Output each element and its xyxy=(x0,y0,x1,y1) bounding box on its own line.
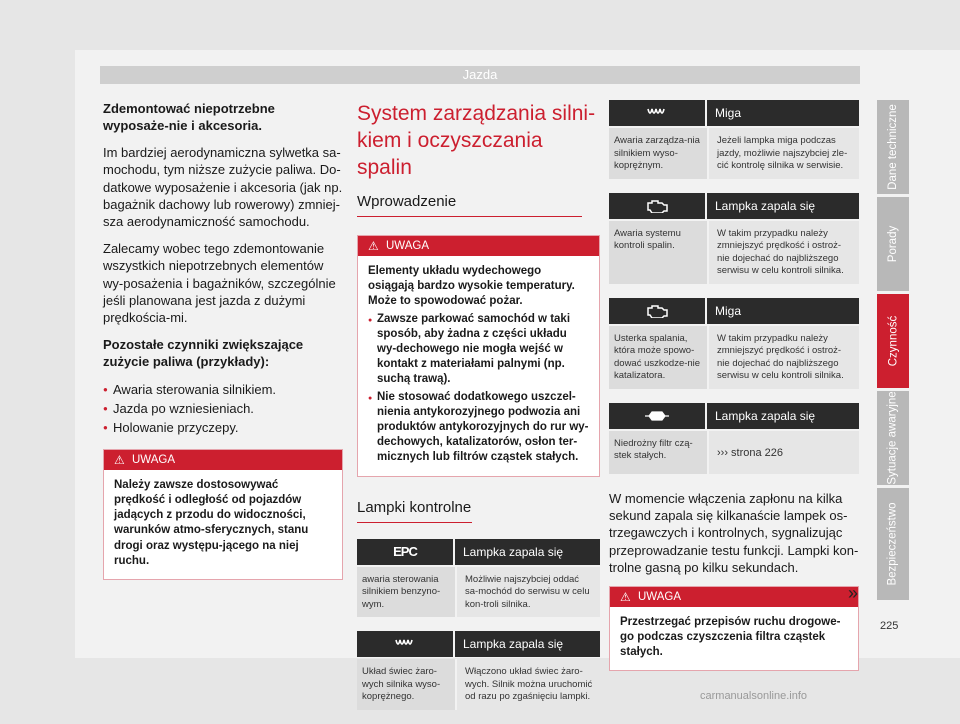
epc-icon: EPC xyxy=(357,539,453,565)
lamp-status: Lampka zapala się xyxy=(455,539,600,565)
column-1 xyxy=(103,100,343,580)
lamp-status: Lampka zapala się xyxy=(707,403,859,429)
warning-box xyxy=(357,235,600,477)
engine-icon xyxy=(609,193,705,219)
lamp-table xyxy=(357,631,600,710)
particle-filter-icon xyxy=(609,403,705,429)
lamp-table xyxy=(609,100,859,179)
warning-item: ● Zawsze parkować samochód w taki sposób, aby żadna z części układu wy-dechowego nie mogła wejść w kontakt z materiałami palnymi (np. suchą trawą). xyxy=(368,312,589,388)
warning-header xyxy=(358,236,599,256)
lamp-table xyxy=(609,403,859,474)
lamp-cause: Niedrożny filtr czą-stek stałych. xyxy=(614,437,693,461)
warning-intro: Elementy układu wydechowego osiągają bardzo wysokie temperatury. Może to spowodować pożar. xyxy=(368,265,575,308)
lamp-action: Włączono układ świec żaro-wych. Silnik można uruchomić od razu po zgaśnięciu lampki. xyxy=(455,659,600,710)
warning-body xyxy=(358,256,599,476)
warning-text: Przestrzegać przepisów ruchu drogowe-go podczas czyszczenia filtra cząstek stałych. xyxy=(620,615,841,658)
lamp-status: Lampka zapala się xyxy=(455,631,600,657)
tab-bezpieczenstwo[interactable]: Bezpieczeństwo xyxy=(877,488,909,600)
lamp-table xyxy=(357,539,600,618)
warning-icon: ⚠ xyxy=(620,589,631,604)
engine-icon xyxy=(609,298,705,324)
lamp-action: W takim przypadku należy zmniejszyć prędkość i ostroż-nie dojechać do najbliższego serwisu w celu kontroli silnika. xyxy=(707,326,859,389)
warning-icon: ⚠ xyxy=(114,452,125,467)
lamp-cause: awaria sterowania silnikiem benzyno-wym. xyxy=(362,573,441,610)
warning-label: UWAGA xyxy=(386,240,430,252)
page-number: 225 xyxy=(880,620,899,632)
subsection-title-lamps: Lampki kontrolne xyxy=(357,499,472,523)
heading-other-factors: Pozostałe czynniki zwiększające zużycie paliwa (przykłady): xyxy=(103,336,304,370)
subsection-title: Wprowadzenie xyxy=(357,193,582,217)
list-item: ● Holowanie przyczepy. xyxy=(103,418,343,437)
lamp-status: Lampka zapala się xyxy=(707,193,859,219)
watermark: carmanualsonline.info xyxy=(700,690,808,702)
lamp-cause: Układ świec żaro-wych silnika wyso-koprężnego. xyxy=(362,666,441,703)
lamp-status: Miga xyxy=(707,100,859,126)
column-2 xyxy=(357,100,600,724)
heading-remove-accessories: Zdemontować niepotrzebne wyposaże-nie i akcesoria. xyxy=(103,101,275,134)
page-header: Jazda xyxy=(100,66,860,84)
chapter-sidebar xyxy=(877,100,909,603)
factors-list xyxy=(103,380,343,437)
lamp-action: Jeżeli lampka miga podczas jazdy, możliwie najszybciej zle-cić kontrolę silnika w serwisie. xyxy=(707,128,859,179)
paragraph-lamp-test: W momencie włączenia zapłonu na kilka sekund zapala się kilkanaście lampek os-trzegawczych i kontrolnych, sygnalizując przeprowadzanie testu funkcji. Lampki kon-trolne gasną po kilku sekundach. xyxy=(609,490,859,576)
list-item: ● Jazda po wzniesieniach. xyxy=(103,399,343,418)
warning-box xyxy=(609,586,859,672)
lamp-action: W takim przypadku należy zmniejszyć prędkość i ostroż-nie dojechać do najbliższego serwisu w celu kontroli silnika. xyxy=(707,221,859,284)
tab-czynnosc[interactable]: Czynność xyxy=(877,294,909,388)
warning-header xyxy=(104,450,342,470)
tab-dane-techniczne[interactable]: Dane techniczne xyxy=(877,100,909,194)
continue-arrow-icon: » xyxy=(848,583,859,603)
paragraph-recommendation: Zalecamy wobec tego zdemontowanie wszystkich niepotrzebnych elementów wy-posażenia i bagażników, szczególnie jeśli planowana jest jazda z dużymi prędkościa-mi. xyxy=(103,240,336,326)
warning-box xyxy=(103,449,343,580)
lamp-table xyxy=(609,193,859,284)
tab-sytuacje-awaryjne[interactable]: Sytuacje awaryjne xyxy=(877,391,909,485)
lamp-cause: Awaria zarządza-nia silnikiem wyso-koprężnym. xyxy=(614,135,700,171)
warning-icon: ⚠ xyxy=(368,239,379,253)
list-item: ● Awaria sterowania silnikiem. xyxy=(103,380,343,399)
lamp-cause: Awaria systemu kontroli spalin. xyxy=(614,227,681,251)
warning-label: UWAGA xyxy=(638,590,682,603)
lamp-table xyxy=(609,298,859,389)
page-reference-link[interactable]: ››› strona 226 xyxy=(707,431,859,474)
glow-plug-icon xyxy=(357,631,453,657)
column-3 xyxy=(609,100,859,671)
glow-plug-icon xyxy=(609,100,705,126)
warning-item: ● Nie stosować dodatkowego uszczel-nienia antykorozyjnego podwozia ani produktów antykorozyjnych do rur wy-dechowych, katalizatorów, osłon ter-micznych lub filtrów cząstek stałych. xyxy=(368,390,589,466)
lamp-status: Miga xyxy=(707,298,859,324)
warning-header xyxy=(610,587,858,607)
section-title: System zarządzania silni-kiem i oczyszczania spalin xyxy=(357,102,596,179)
lamp-cause: Usterka spalania, która może spowo-dować uszkodze-nie katalizatora. xyxy=(614,332,701,381)
warning-text: Należy zawsze dostosowywać prędkość i odległość od pojazdów jadących z przodu do widoczności, warunków atmo-sferycznych, stanu drogi oraz występu-jącego na niej ruchu. xyxy=(114,478,309,567)
tab-porady[interactable]: Porady xyxy=(877,197,909,291)
paragraph-aerodynamics: Im bardziej aerodynamiczna sylwetka sa-mochodu, tym niższe zużycie paliwa. Do-datkowe wyposażenie i akcesoria (jak np. bagażnik dachowy lub rowerowy) zmniej-sza aerodynamiczność samochodu. xyxy=(103,144,343,230)
lamp-action: Możliwie najszybciej oddać sa-mochód do serwisu w celu kon-troli silnika. xyxy=(455,567,600,618)
warning-label: UWAGA xyxy=(132,453,176,466)
